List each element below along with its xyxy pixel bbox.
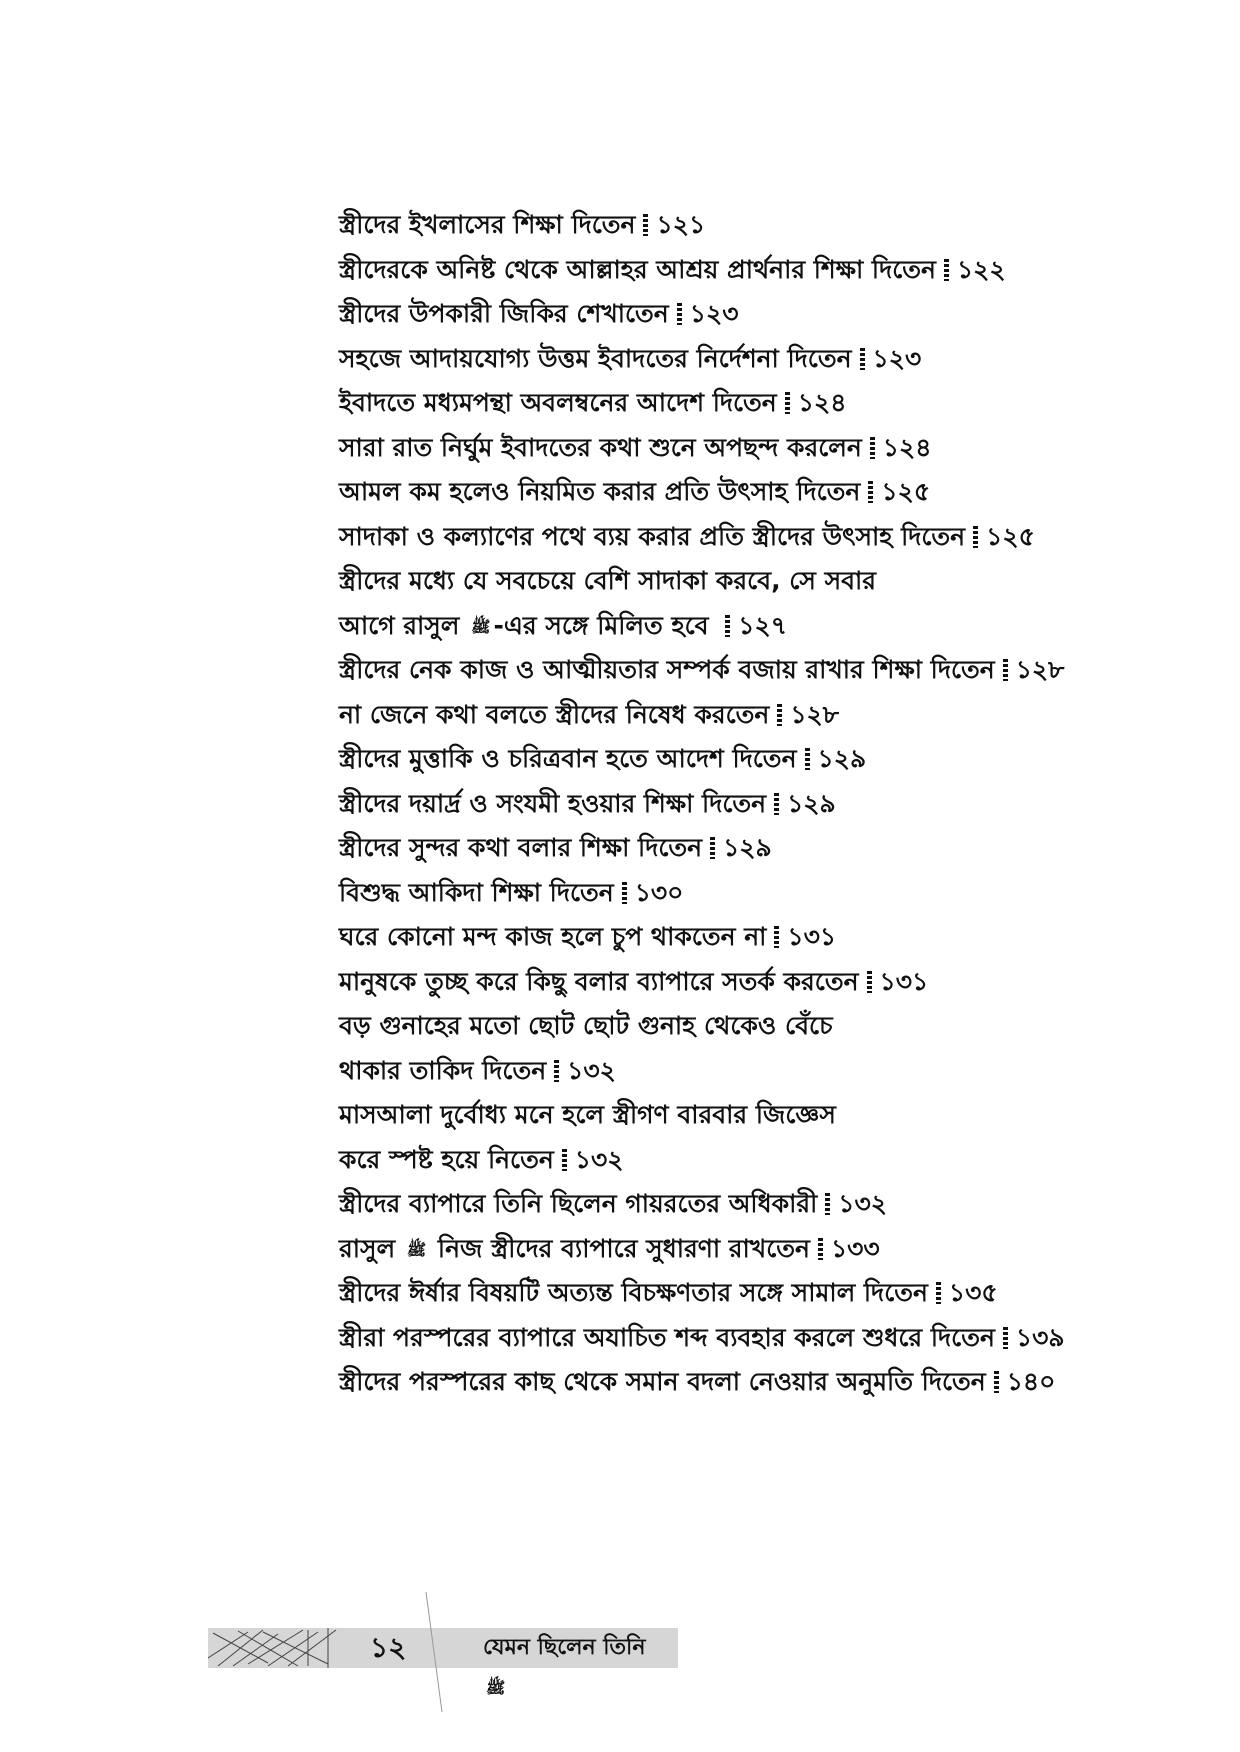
toc-line-text: ঘরে কোনো মন্দ কাজ হলে চুপ থাকতেন না xyxy=(339,922,767,951)
toc-line xyxy=(339,826,1039,871)
separator-mark xyxy=(994,1371,999,1393)
toc-page-number: ১২৭ xyxy=(738,610,788,640)
toc-line xyxy=(339,292,1039,337)
separator-mark xyxy=(562,1149,567,1171)
salawat-icon: ﷺ xyxy=(406,1239,427,1259)
toc-line-text: স্ত্রীদের ব্যাপারে তিনি ছিলেন গায়রতের অধিকারী xyxy=(339,1189,818,1218)
separator-mark xyxy=(1003,1327,1008,1349)
toc-line-text: ইবাদতে মধ্যমপন্থা অবলম্বনের আদেশ দিতেন xyxy=(339,388,777,417)
toc-page-number: ১২৯ xyxy=(723,833,772,862)
separator-mark xyxy=(677,303,682,325)
table-of-contents xyxy=(339,203,1065,1405)
toc-line xyxy=(339,1271,1039,1316)
separator-mark xyxy=(1003,659,1008,681)
toc-page-number: ১২১ xyxy=(656,210,706,239)
toc-page-number: ১২৮ xyxy=(1015,655,1065,684)
toc-line-text: স্ত্রীদের মুত্তাকি ও চরিত্রবান হতে আদেশ দিতেন xyxy=(339,744,797,773)
toc-line-text: সারা রাত নির্ঘুম ইবাদতের কথা শুনে অপছন্দ করলেন xyxy=(339,432,862,462)
toc-line xyxy=(339,782,1039,827)
toc-line-text: বড় গুনাহের মতো ছোট ছোট গুনাহ থেকেও বেঁচে xyxy=(339,1011,833,1040)
separator-mark xyxy=(868,481,873,503)
toc-line xyxy=(339,871,1039,916)
toc-page-number: ১৩২ xyxy=(574,1144,624,1174)
decorative-line-pattern xyxy=(208,1628,338,1668)
toc-page-number: ১২৮ xyxy=(790,699,840,729)
toc-line-text: স্ত্রীদের সুন্দর কথা বলার শিক্ষা দিতেন xyxy=(339,833,703,862)
toc-line-text: রাসুল xyxy=(339,1233,396,1263)
toc-page-number: ১২৩ xyxy=(872,343,922,373)
toc-line xyxy=(339,337,1039,382)
toc-line-text: আগে রাসুল xyxy=(339,610,460,640)
salawat-icon: ﷺ xyxy=(486,1678,506,1697)
toc-page-number: ১৪০ xyxy=(1006,1367,1056,1396)
salawat-icon: ﷺ xyxy=(471,616,491,636)
toc-line xyxy=(339,470,1039,515)
separator-mark xyxy=(554,1060,559,1082)
toc-line xyxy=(339,1093,1039,1138)
toc-line xyxy=(339,1182,1039,1227)
toc-line xyxy=(339,648,1065,693)
toc-line-text: থাকার তাকিদ দিতেন xyxy=(339,1055,547,1085)
toc-page-number: ১৩৯ xyxy=(1015,1322,1065,1352)
toc-line-text-continued: -এর সঙ্গে মিলিত হবে xyxy=(493,610,709,640)
toc-page-number: ১৩২ xyxy=(838,1189,887,1218)
toc-line xyxy=(339,381,1039,426)
toc-line-text: স্ত্রীদেরকে অনিষ্ট থেকে আল্লাহর আশ্রয় প্রার্থনার শিক্ষা দিতেন xyxy=(339,254,936,284)
page-footer xyxy=(208,1628,678,1697)
toc-line xyxy=(339,693,1039,738)
toc-line xyxy=(339,203,1039,248)
toc-line-text: স্ত্রীদের পরস্পরের কাছ থেকে সমান বদলা নেওয়ার অনুমতি দিতেন xyxy=(339,1367,986,1396)
toc-line xyxy=(339,1360,1056,1405)
separator-mark xyxy=(725,615,730,637)
toc-line xyxy=(339,960,1039,1005)
toc-page-number: ১২৫ xyxy=(986,521,1035,551)
toc-line-text: স্ত্রীদের দয়ার্দ্র ও সংযমী হওয়ার শিক্ষা দিতেন xyxy=(339,788,767,818)
toc-page-number: ১২৪ xyxy=(882,432,932,462)
toc-page-number: ১৩৩ xyxy=(830,1233,880,1263)
separator-mark xyxy=(870,437,875,459)
toc-line-text: করে স্পষ্ট হয়ে নিতেন xyxy=(339,1144,554,1174)
toc-line xyxy=(339,604,1039,649)
toc-line-text-continued: নিজ স্ত্রীদের ব্যাপারে সুধারণা রাখতেন xyxy=(437,1233,810,1263)
separator-mark xyxy=(643,214,648,236)
separator-mark xyxy=(867,971,872,993)
toc-line xyxy=(339,426,1039,471)
separator-mark xyxy=(774,926,779,948)
separator-mark xyxy=(777,704,782,726)
toc-line xyxy=(339,1316,1065,1361)
toc-line-text: মাসআলা দুর্বোধ্য মনে হলে স্ত্রীগণ বারবার জিজ্ঞেস xyxy=(339,1100,836,1129)
toc-line xyxy=(339,737,1039,782)
separator-mark xyxy=(825,1193,830,1215)
toc-line-text: সহজে আদায়যোগ্য উত্তম ইবাদতের নির্দেশনা দিতেন xyxy=(339,343,852,373)
toc-line-text: স্ত্রীদের ঈর্ষার বিষয়টি অত্যন্ত বিচক্ষণতার সঙ্গে সামাল দিতেন xyxy=(339,1278,928,1307)
toc-page-number: ১৩১ xyxy=(787,922,837,951)
divider-line xyxy=(418,1592,458,1712)
toc-line xyxy=(339,915,1039,960)
toc-line xyxy=(339,515,1039,560)
toc-page-number: ১২৯ xyxy=(787,788,836,818)
toc-line-text: বিশুদ্ধ আকিদা শিক্ষা দিতেন xyxy=(339,877,614,907)
book-title-text: যেমন ছিলেন তিনি xyxy=(483,1635,646,1660)
toc-page-number: ১৩৫ xyxy=(948,1278,998,1307)
toc-line-text: আমল কম হলেও নিয়মিত করার প্রতি উৎসাহ দিতেন xyxy=(339,477,861,506)
toc-line xyxy=(339,559,1039,604)
separator-mark xyxy=(805,748,810,770)
toc-page-number: ১২৯ xyxy=(817,744,867,773)
toc-page-number: ১২২ xyxy=(956,254,1006,284)
toc-page-number: ১৩২ xyxy=(567,1055,616,1085)
toc-line xyxy=(339,1004,1039,1049)
toc-page-number: ১৩০ xyxy=(634,877,684,907)
toc-line xyxy=(339,1227,1039,1272)
toc-line-text: না জেনে কথা বলতে স্ত্রীদের নিষেধ করতেন xyxy=(339,699,770,729)
toc-page-number: ১২৩ xyxy=(689,299,739,328)
toc-line xyxy=(339,1049,1039,1094)
toc-line xyxy=(339,1138,1039,1183)
separator-mark xyxy=(785,392,790,414)
toc-line-text: সাদাকা ও কল্যাণের পথে ব্যয় করার প্রতি স্ত্রীদের উৎসাহ দিতেন xyxy=(339,521,966,551)
toc-line-text: স্ত্রীদের উপকারী জিকির শেখাতেন xyxy=(339,299,669,328)
toc-line-text: স্ত্রীদের নেক কাজ ও আত্মীয়তার সম্পর্ক বজায় রাখার শিক্ষা দিতেন xyxy=(339,655,995,684)
toc-line xyxy=(339,248,1039,293)
separator-mark xyxy=(710,837,715,859)
separator-mark xyxy=(944,259,949,281)
separator-mark xyxy=(860,348,865,370)
toc-page-number: ১৩১ xyxy=(879,966,929,996)
page-number: ১২ xyxy=(370,1631,407,1664)
separator-mark xyxy=(622,882,627,904)
toc-page-number: ১২৫ xyxy=(881,477,931,506)
toc-line-text: স্ত্রীদের ইখলাসের শিক্ষা দিতেন xyxy=(339,210,636,239)
toc-line-text: মানুষকে তুচ্ছ করে কিছু বলার ব্যাপারে সতর্ক করতেন xyxy=(339,966,859,996)
separator-mark xyxy=(973,526,978,548)
toc-page-number: ১২৪ xyxy=(797,388,847,417)
separator-mark xyxy=(818,1238,823,1260)
separator-mark xyxy=(936,1282,941,1304)
toc-line-text: স্ত্রীরা পরস্পরের ব্যাপারে অযাচিত শব্দ ব্যবহার করলে শুধরে দিতেন xyxy=(339,1322,995,1352)
book-title xyxy=(483,1628,678,1697)
separator-mark xyxy=(774,793,779,815)
toc-line-text: স্ত্রীদের মধ্যে যে সবচেয়ে বেশি সাদাকা করবে, সে সবার xyxy=(339,566,877,595)
